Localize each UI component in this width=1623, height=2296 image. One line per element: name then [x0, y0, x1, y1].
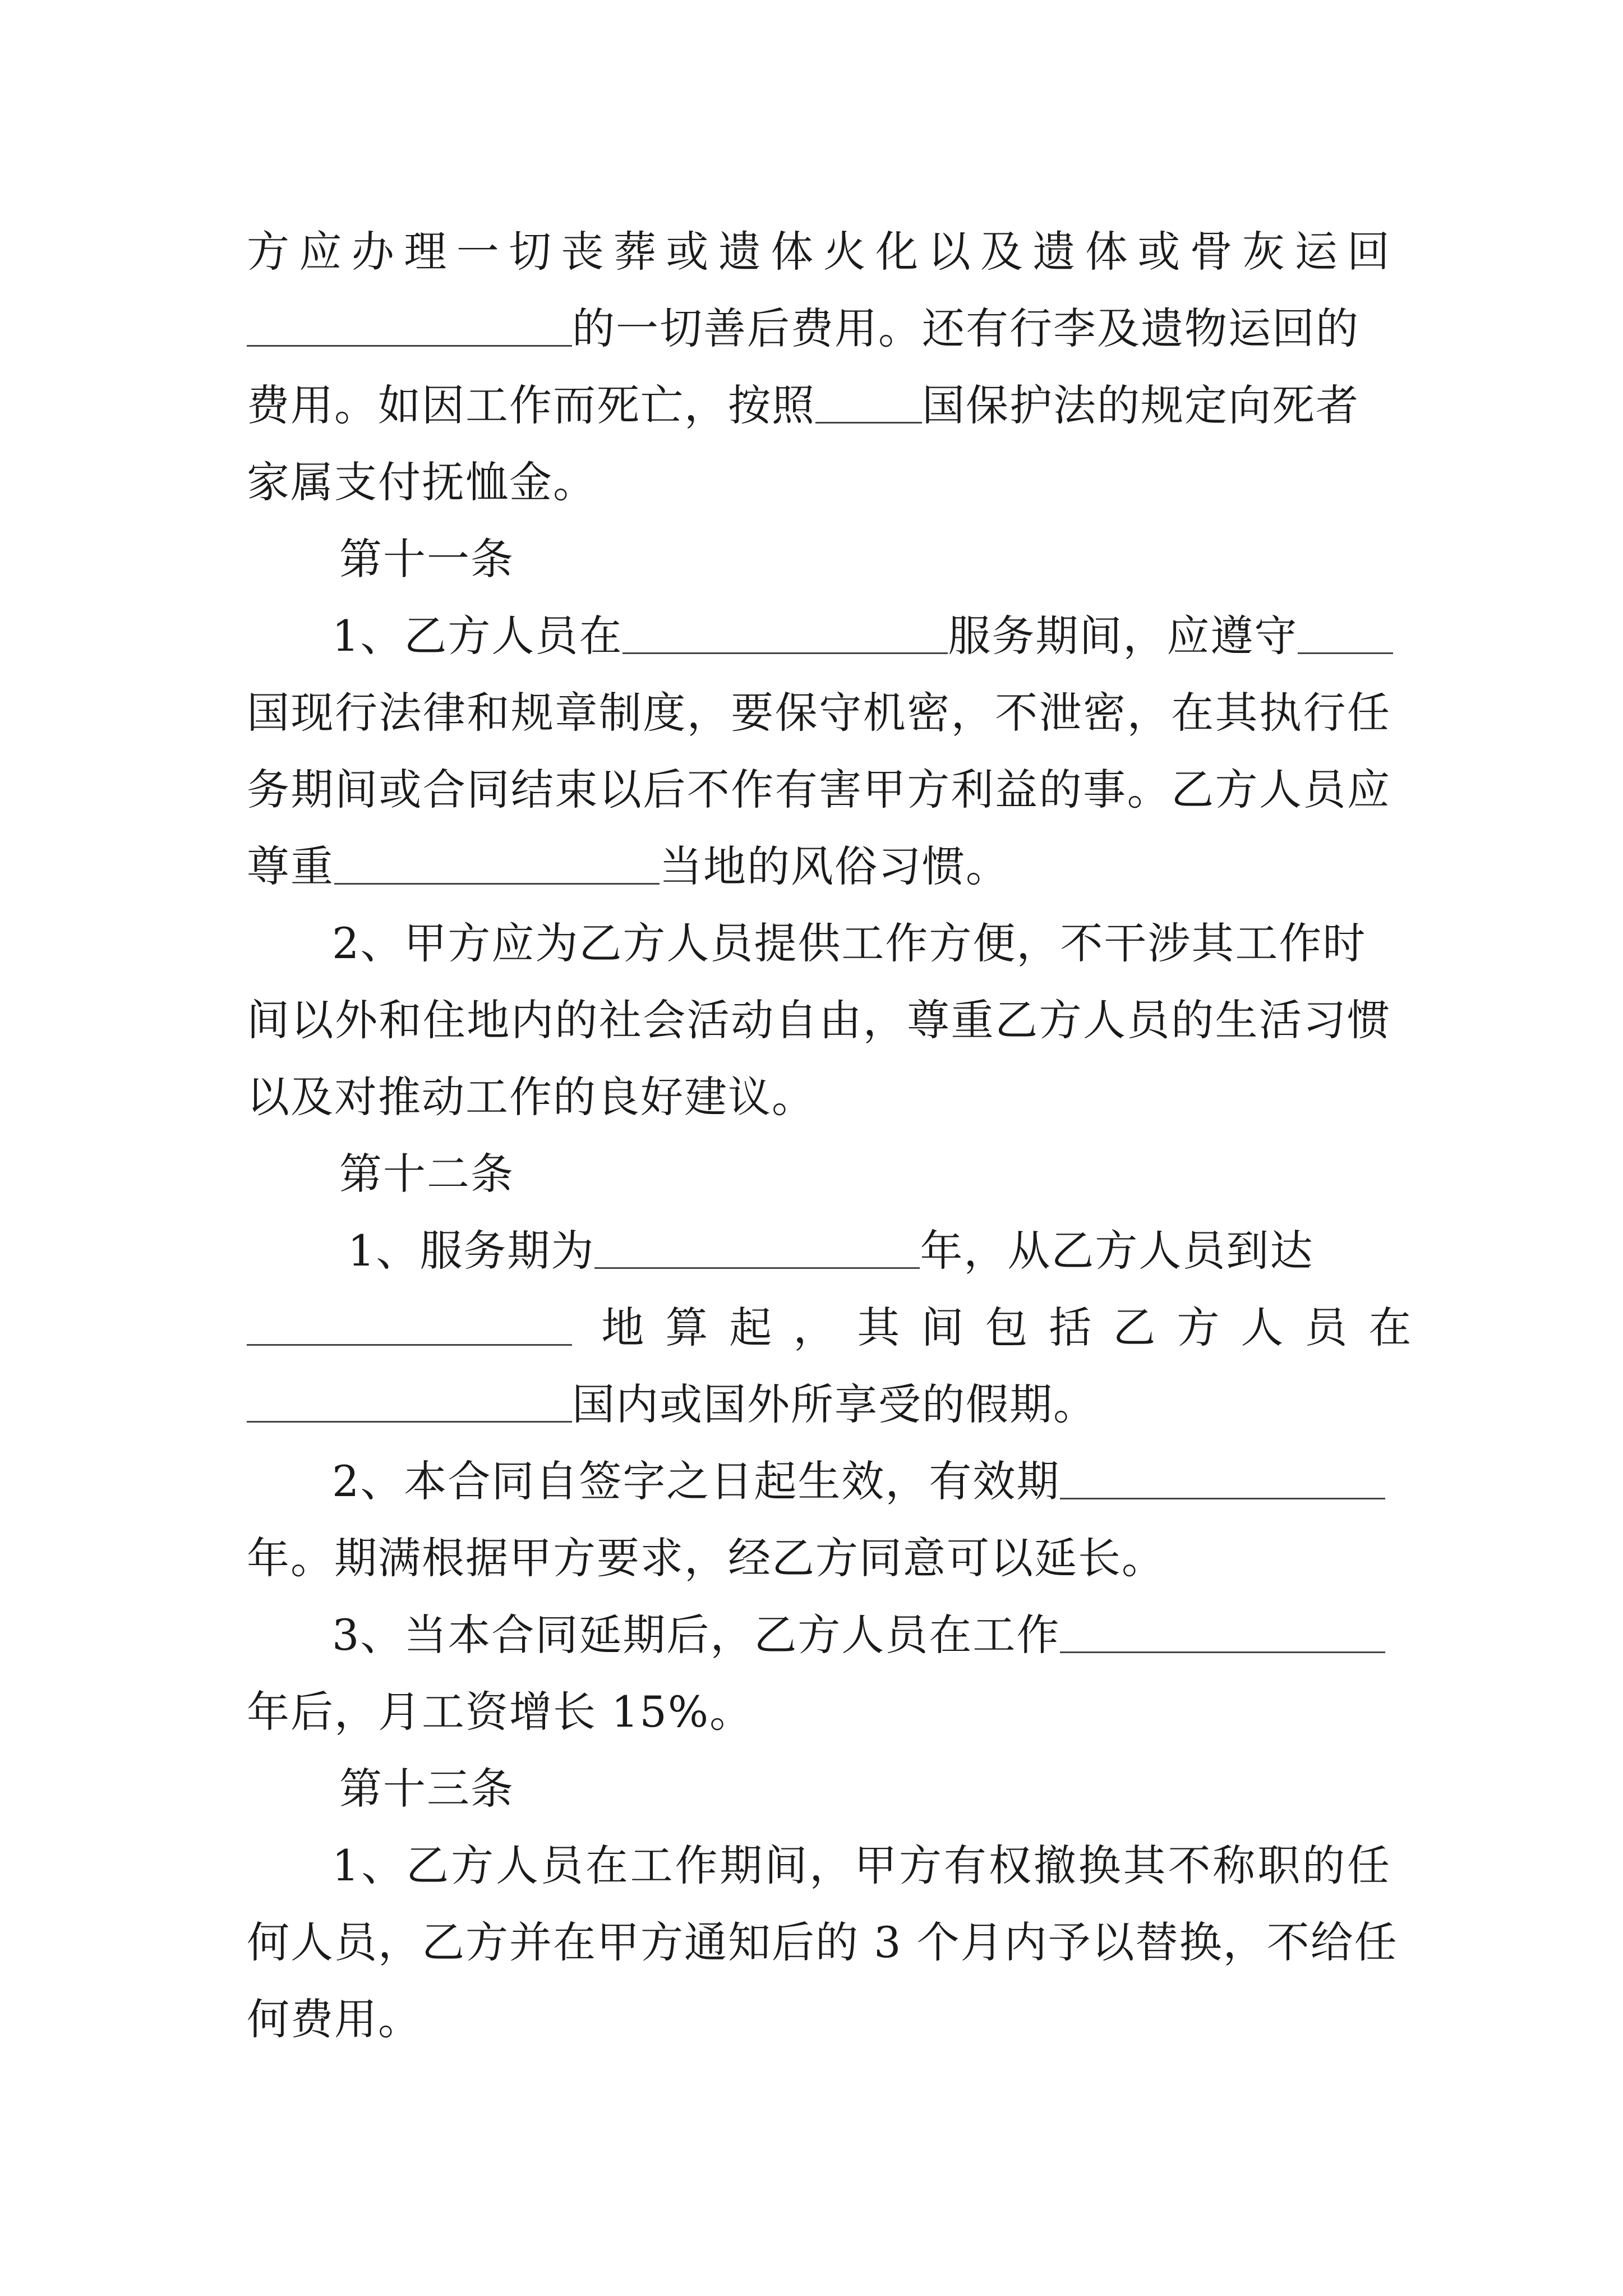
text-segment: 家属支付抚恤金。	[247, 457, 597, 507]
text-line	[247, 444, 1391, 521]
article-title: 第十三条	[339, 1764, 514, 1814]
text-line	[247, 1443, 1391, 1520]
text-segment: 1、乙方人员在工作期间，甲方有权撤换其不称职的任	[332, 1841, 1391, 1890]
text-line	[247, 1673, 1391, 1750]
fill-in-blank	[247, 309, 572, 347]
text-segment: 务期间或合同结束以后不作有害甲方利益的事。乙方人员应	[247, 765, 1391, 815]
fill-in-blank	[334, 847, 660, 885]
text-line	[247, 1520, 1391, 1596]
fill-in-blank	[815, 386, 922, 424]
text-segment: 费用。如因工作而死亡，按照	[247, 380, 815, 430]
text-segment: 3、当本合同延期后，乙方人员在工作	[332, 1610, 1061, 1660]
text-segment: 国现行法律和规章制度，要保守机密，不泄密，在其执行任	[247, 688, 1391, 738]
text-segment: 年，从乙方人员到达	[920, 1226, 1314, 1276]
text-line	[247, 905, 1391, 982]
text-segment: 年后，月工资增长 15%。	[247, 1687, 754, 1737]
article-title: 第十二条	[339, 1149, 514, 1199]
text-line	[247, 597, 1391, 674]
text-line	[247, 213, 1391, 290]
text-segment: 国内或国外所享受的假期。	[572, 1379, 1097, 1429]
text-line	[247, 751, 1391, 828]
text-line	[247, 367, 1391, 444]
text-segment: 服务期间，应遵守	[948, 611, 1298, 661]
text-segment: 2、甲方应为乙方人员提供工作方便，不干涉其工作时	[332, 918, 1367, 968]
text-segment: 2、本合同自签字之日起生效，有效期	[332, 1456, 1061, 1506]
fill-in-blank	[247, 1385, 572, 1423]
fill-in-blank	[247, 1308, 572, 1346]
text-line	[247, 1981, 1391, 2058]
text-line	[247, 1904, 1398, 1981]
fill-in-blank	[1060, 1462, 1385, 1499]
text-segment: 1、服务期为	[348, 1226, 595, 1276]
text-segment: 以及对推动工作的良好建议。	[247, 1072, 815, 1122]
text-line	[247, 1366, 1391, 1443]
fill-in-blank	[1060, 1616, 1385, 1653]
text-segment: 年。期满根据甲方要求，经乙方同意可以延长。	[247, 1533, 1165, 1583]
text-segment: 的一切善后费用。还有行李及遗物运回的	[572, 303, 1359, 353]
article-title: 第十一条	[339, 534, 514, 584]
text-line	[247, 1212, 1391, 1289]
text-line	[247, 290, 1391, 367]
text-segment: 何费用。	[247, 1994, 422, 2044]
document-page	[247, 213, 1433, 2058]
text-segment: 间以外和住地内的社会活动自由，尊重乙方人员的生活习惯	[247, 995, 1391, 1045]
text-line	[247, 982, 1391, 1059]
text-segment: 当地的风俗习惯。	[660, 841, 1009, 891]
fill-in-blank	[1298, 616, 1393, 654]
text-segment: 方应办理一切丧葬或遗体火化以及遗体或骨灰运回	[247, 227, 1391, 277]
text-line	[247, 828, 1391, 905]
text-line	[247, 1827, 1391, 1904]
text-line	[247, 1289, 1433, 1366]
text-line	[247, 1059, 1391, 1135]
text-segment: 地算起，其间包括乙方人员在	[601, 1303, 1433, 1352]
fill-in-blank	[594, 1231, 920, 1269]
text-segment: 1、乙方人员在	[332, 611, 623, 661]
text-line	[247, 1596, 1391, 1673]
article-heading	[247, 1135, 1391, 1212]
text-segment: 国保护法的规定向死者	[922, 380, 1359, 430]
text-segment: 尊重	[247, 841, 334, 891]
article-heading	[247, 1750, 1391, 1827]
article-heading	[247, 521, 1391, 597]
fill-in-blank	[623, 616, 948, 654]
text-segment: 何人员，乙方并在甲方通知后的 3 个月内予以替换，不给任	[247, 1917, 1398, 1967]
text-line	[247, 674, 1391, 751]
